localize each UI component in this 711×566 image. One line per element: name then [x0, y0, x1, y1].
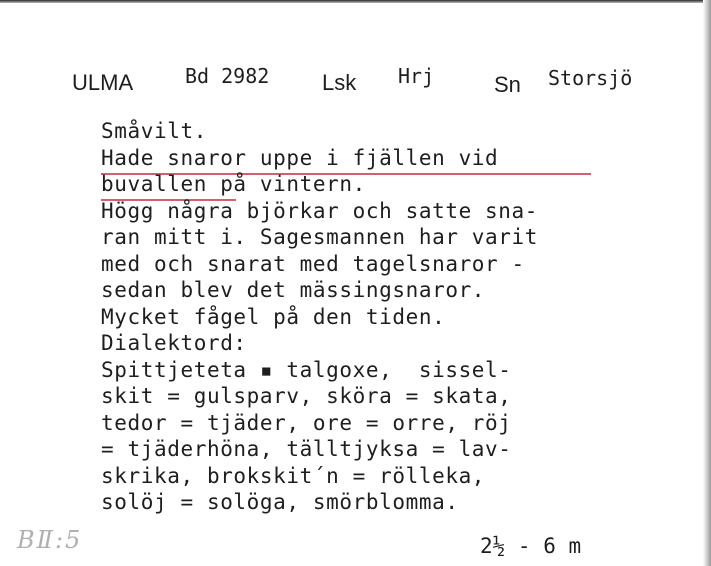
- size-note: 2½ - 6 m: [480, 534, 582, 558]
- card-text: [101, 118, 538, 516]
- record-number: Bd 2982: [185, 64, 270, 88]
- card-right-edge: [703, 0, 711, 566]
- text-line: skrika, brokskit´n = rölleka,: [101, 463, 486, 488]
- pencil-archive-mark: BⅡ:5: [17, 526, 83, 554]
- text-line: Mycket fågel på den tiden.: [101, 304, 446, 329]
- card-top-edge: [0, 0, 711, 3]
- text-line: = tjäderhöna, tälltjyksa = lav-: [101, 437, 512, 461]
- text-line: med och snarat med tagelsnaror -: [101, 251, 525, 276]
- province-label: Lsk: [322, 70, 357, 95]
- text-line: sedan blev det mässingsnaror.: [101, 278, 486, 302]
- text-line: Spittjeteta ▪ talgoxe, sissel-: [101, 357, 512, 382]
- parish-value: Storsjö: [548, 66, 633, 90]
- text-line: Dialektord:: [101, 331, 247, 355]
- text-line: solöj = solöga, smörblomma.: [101, 490, 459, 514]
- text-line: tedor = tjäder, ore = orre, röj: [101, 410, 512, 435]
- parish-label: Sn: [494, 72, 521, 97]
- text-line: Högg några björkar och satte sna-: [101, 198, 539, 223]
- text-line: Småvilt.: [101, 119, 207, 143]
- text-line: Hade snaror uppe i fjällen vid: [101, 145, 499, 170]
- province-value: Hrj: [398, 64, 435, 88]
- text-line: buvallen på vintern.: [101, 172, 366, 196]
- text-line: ran mitt i. Sagesmannen har varit: [101, 225, 539, 249]
- archive-name: ULMA: [72, 70, 134, 95]
- text-line: skit = gulsparv, sköra = skata,: [101, 384, 512, 408]
